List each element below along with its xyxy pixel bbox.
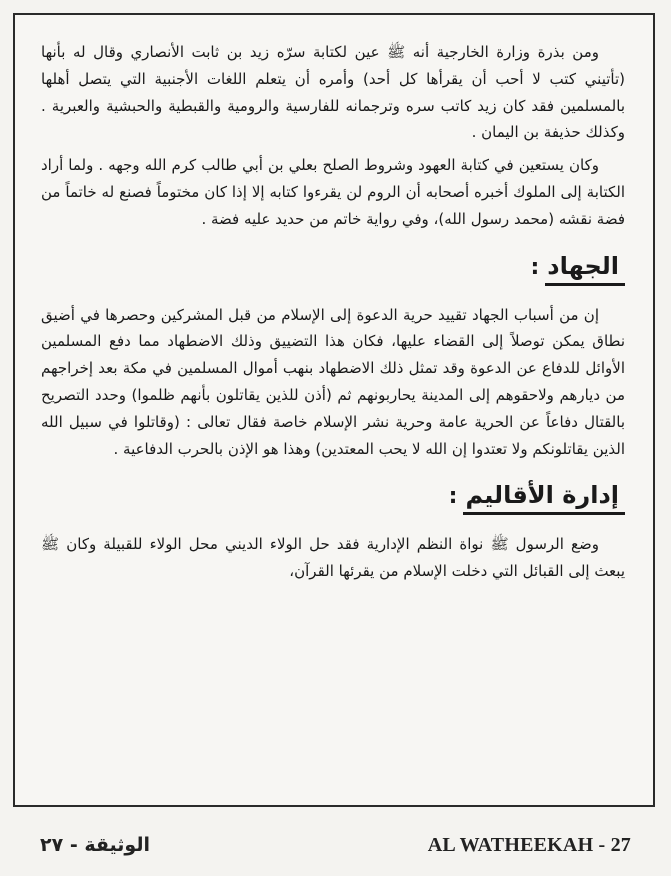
page-frame bbox=[13, 13, 655, 807]
paragraph-foreign-affairs: ومن بذرة وزارة الخارجية أنه ﷺ عين لكتابة سرّه زيد بن ثابت الأنصاري وقال له بأنها (تأتيني كتب لا أحب أن يقرأها كل أحد) وأمره أن يتعلم اللغات الأجنبية التي يتصل أهلها بالمسلمين فقد كان زيد كاتب سره وترجمانه للفارسية والرومية والقبطية والحبشية والعبرية . وكذلك حذيفة بن اليمان . bbox=[41, 43, 625, 142]
heading-jihad-text: الجهاد bbox=[545, 251, 625, 286]
heading-jihad bbox=[41, 251, 625, 286]
paragraph-jihad: إن من أسباب الجهاد تقييد حرية الدعوة إلى الإسلام من قبل المشركين وحصرها في أضيق نطاق يمكن توصلاً إلى القضاء عليها، فكان هذا التضييق وذلك الاضطهاد مما دفع المسلمين الأوائل للدفاع عن الدعوة وقد تمثل ذلك الاضطهاد بنهب أموال المسلمين في مكة بعد إخراجهم من ديارهم ولاحقوهم إلى المدينة يحاربونهم ثم (أذن للذين يقاتلون بأنهم ظلموا) وحدد التصريح بالقتال دفاعاً عن الحرية عامة وحرية نشر الإسلام خاصة فقال تعالى : (وقاتلوا في سبيل الله الذين يقاتلونكم ولا تعتدوا إن الله لا يحب المعتدين) وهذا هو الإذن بالحرب الدفاعية . bbox=[41, 305, 625, 458]
paragraph-regions: وضع الرسول ﷺ نواة النظم الإدارية فقد حل الولاء الديني محل الولاء للقبيلة وكان ﷺ يبعث إلى القبائل التي دخلت الإسلام من يقرئها القرآن، bbox=[41, 535, 625, 581]
heading-regions-text: إدارة الأقاليم bbox=[463, 480, 625, 515]
footer-english-page-number: AL WATHEEKAH - 27 bbox=[427, 834, 631, 856]
footer-arabic-page-number: الوثيقة - ٢٧ bbox=[40, 834, 150, 856]
page-footer bbox=[0, 834, 671, 864]
article-body bbox=[41, 39, 625, 797]
heading-regions bbox=[41, 480, 625, 515]
heading-regions-colon: : bbox=[448, 484, 458, 510]
heading-jihad-colon: : bbox=[530, 254, 540, 280]
paragraph-treaties-seal: وكان يستعين في كتابة العهود وشروط الصلح بعلي بن أبي طالب كرم الله وجهه . ولما أراد الكتابة إلى الملوك أخبره أصحابه أن الروم لن يقرءوا كتابه إلا إذا كان مختوماً فصنع له خاتماً من فضة نقشه (محمد رسول الله)، وفي رواية خاتم من حديد عليه فضة . bbox=[41, 156, 625, 228]
